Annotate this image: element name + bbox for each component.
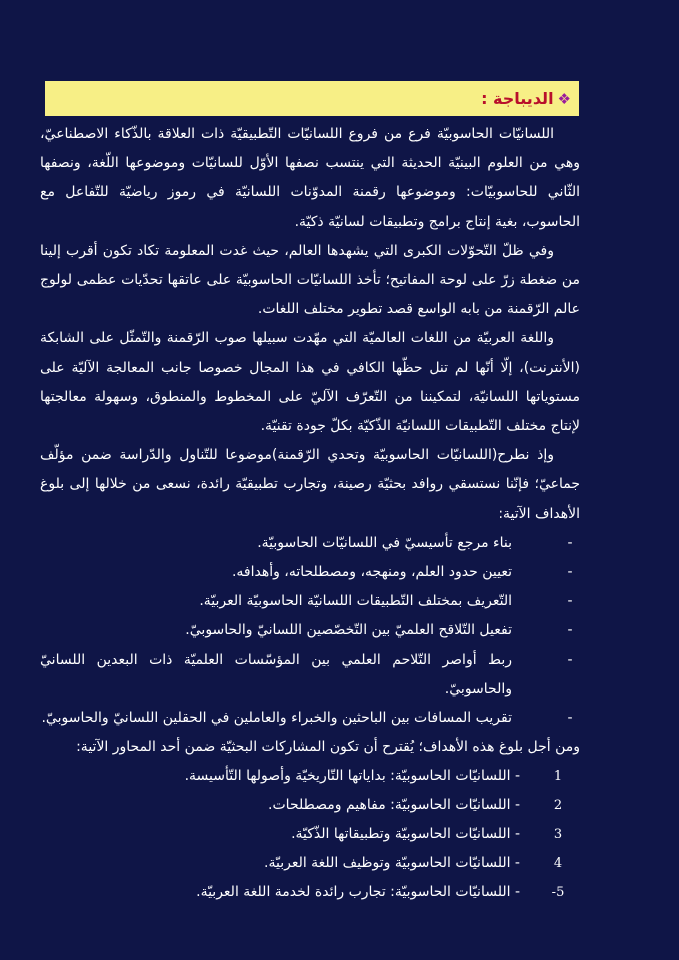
document-body bbox=[40, 120, 580, 907]
axis-number: 4 bbox=[553, 856, 563, 872]
axis-number: 3 bbox=[553, 827, 563, 843]
paragraph-intro: اللسانيّات الحاسوبيّة فرع من فروع اللسانيّات التّطبيقيّة ذات العلاقة بالذّكاء الاصطناعيّ، وهي من العلوم البينيّة الحديثة التي ينتسب نصفها الأوّل للسانيّات وموضوعها اللّغة، ونصفها الثّاني للحاسوبيّات: وموضوعها رقمنة المدوّنات اللسانيّة في رموز رياضيّة للتّفاعل مع الحاسوب، بغية إنتاج برامج وتطبيقات لسانيّة ذكيّة. bbox=[40, 126, 580, 230]
goals-list bbox=[40, 529, 580, 733]
axis-text: - اللسانيّات الحاسوبيّة: تجارب رائدة لخدمة اللغة العربيّة. bbox=[196, 884, 520, 901]
axis-text: - اللسانيّات الحاسوبيّة: بداياتها التّاريخيّة وأصولها التّأسيسة. bbox=[184, 768, 520, 785]
section-header bbox=[45, 81, 579, 116]
paragraph-objectives-intro: وإذ نطرح(اللسانيّات الحاسوبيّة وتحدي الرّقمنة)موضوعا للتّناول والدّراسة ضمن مؤلّف جماعيّ؛ فإنّنا نستسقي روافد بحثيّة رصينة، وتجارب تطبيقيّة رائدة، نسعى من خلالها إلى بلوغ الأهداف الآتية: bbox=[40, 447, 580, 522]
list-item bbox=[40, 762, 580, 791]
section-title: الديباجة : bbox=[481, 89, 554, 108]
list-item: - بناء مرجع تأسيسيّ في اللسانيّات الحاسوبيّة. bbox=[40, 529, 580, 558]
list-marker: - bbox=[567, 564, 573, 581]
list-item bbox=[40, 849, 580, 878]
paragraph-arabic-language: واللغة العربيّة من اللغات العالميّة التي مهّدت سبيلها صوب الرّقمنة والتّمثّل على الشابكة (الأنترنت)، إلّا أنّها لم تنل حظّها الكافي في هذا المجال خصوصا جانب المعالجة الآليّة على مستوياتها اللسانيّة، لتمكيننا من التّعرّف الآليّ على المخطوط والمنطوق، وسهولة معالجتها لإنتاج مختلف التّطبيقات اللسانيّة الذّكيّة بكلّ جودة تقنيّة. bbox=[40, 330, 580, 435]
list-marker: - bbox=[567, 622, 573, 639]
axis-text: - اللسانيّات الحاسوبيّة وتوظيف اللغة العربيّة. bbox=[264, 855, 520, 872]
list-item: - تفعيل التّلاقح العلميّ بين التّخصّصين اللسانيّ والحاسوبيّ. bbox=[40, 616, 580, 645]
list-item: - تعيين حدود العلم، ومنهجه، ومصطلحاته، وأهدافه. bbox=[40, 558, 580, 587]
list-item: - تقريب المسافات بين الباحثين والخبراء والعاملين في الحقلين اللسانيّ والحاسوبيّ. bbox=[40, 704, 580, 733]
list-marker: - bbox=[567, 710, 573, 727]
list-marker: - bbox=[567, 593, 573, 610]
list-item bbox=[40, 791, 580, 820]
sparkle-icon: ❖ bbox=[557, 89, 571, 108]
list-marker: - bbox=[567, 534, 573, 551]
paragraph-transformations: وفي ظلّ التّحوّلات الكبرى التي يشهدها العالم، حيث غدت المعلومة تكاد تكون أقرب إلينا من ضغطة زرّ على لوحة المفاتيح؛ تأخذ اللسانيّات الحاسوبيّة على عاتقها تحدّيات عظمى لولوج عالم الرّقمنة من بابه الواسع قصد تطوير مختلف اللغات. bbox=[40, 242, 580, 318]
axis-text: - اللسانيّات الحاسوبيّة: مفاهيم ومصطلحات. bbox=[268, 797, 520, 814]
axis-number: 1 bbox=[553, 769, 563, 785]
list-item bbox=[40, 878, 580, 907]
axis-number: 5- bbox=[551, 885, 565, 901]
axes-intro: ومن أجل بلوغ هذه الأهداف؛ يُقترح أن تكون المشاركات البحثيّة ضمن أحد المحاور الآتية: bbox=[76, 739, 580, 756]
list-item bbox=[40, 820, 580, 849]
axis-number: 2 bbox=[553, 798, 563, 814]
axis-text: - اللسانيّات الحاسوبيّة وتطبيقاتها الذّكيّة. bbox=[291, 826, 520, 843]
list-marker: - bbox=[567, 651, 573, 668]
axes-list bbox=[40, 762, 580, 907]
list-item: - التّعريف بمختلف التّطبيقات اللسانيّة الحاسوبيّة العربيّة. bbox=[40, 587, 580, 616]
list-item: - ربط أواصر التّلاحم العلمي بين المؤسّسات العلميّة ذات البعدين اللسانيّ والحاسوبيّ. bbox=[40, 646, 580, 704]
